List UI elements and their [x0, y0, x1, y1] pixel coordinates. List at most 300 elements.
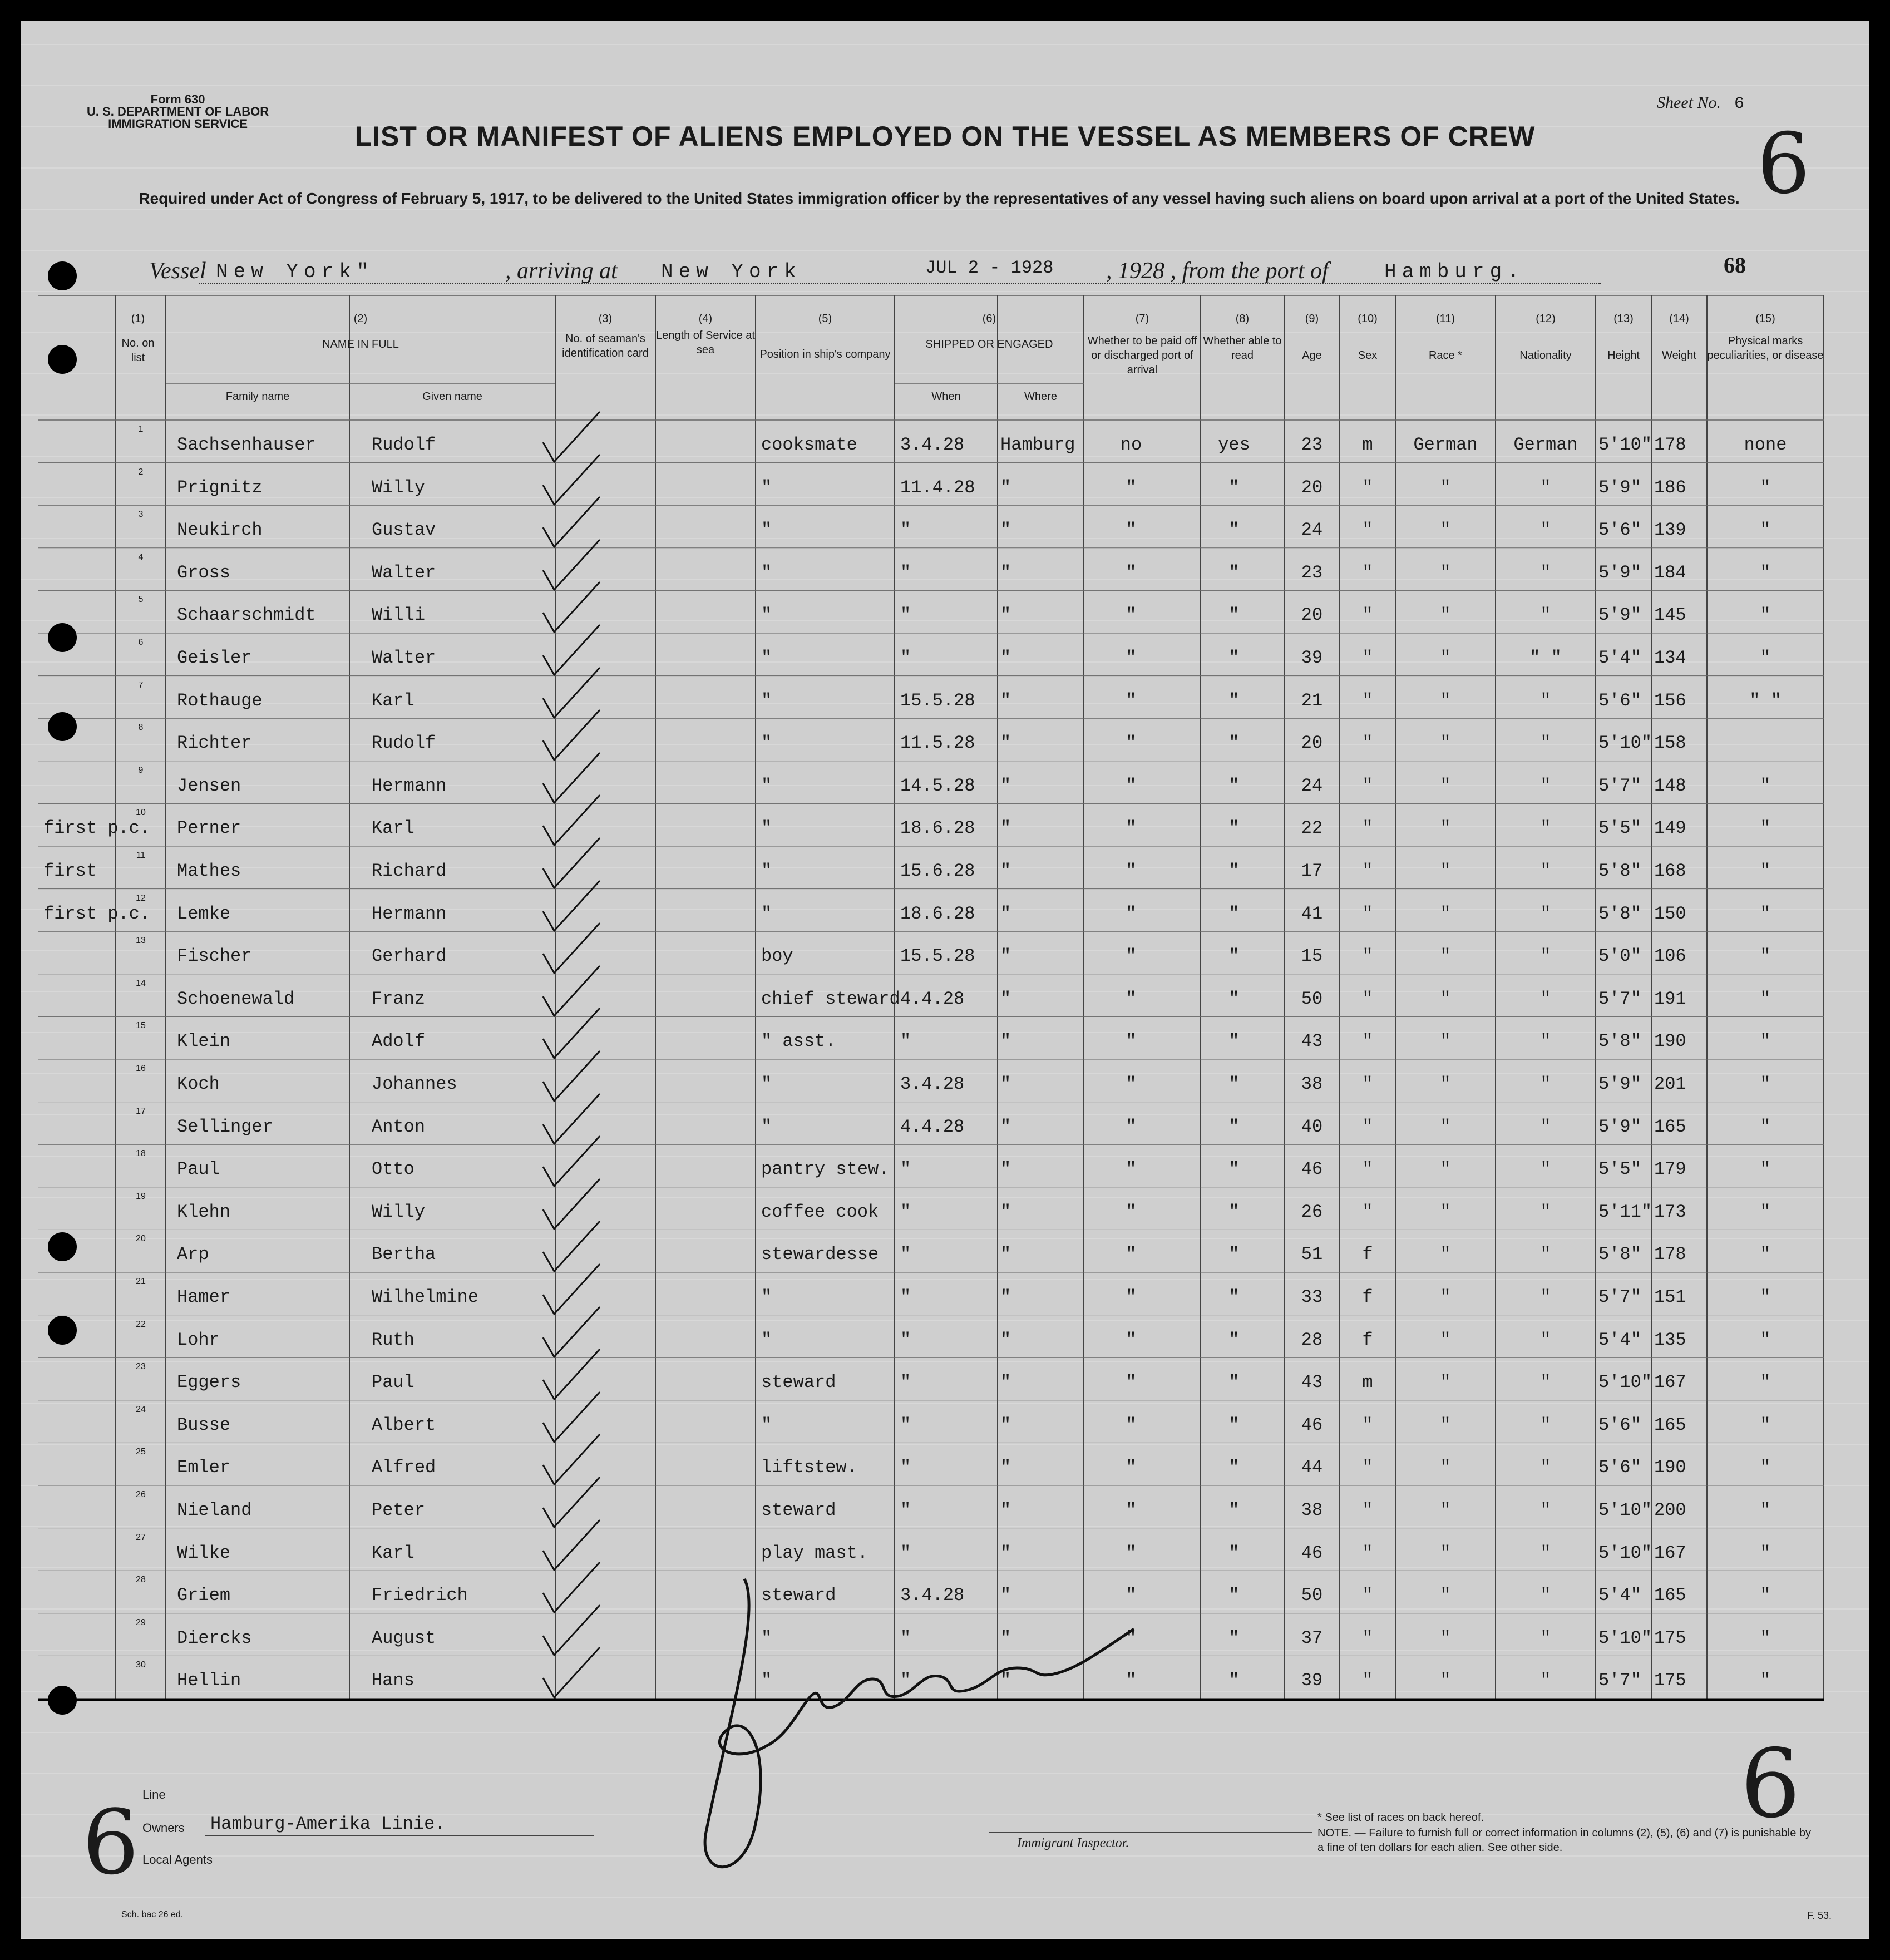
cell-where: "	[1000, 1031, 1011, 1052]
cell-nat: "	[1540, 1159, 1551, 1180]
cell-family: Diercks	[177, 1627, 252, 1648]
cell-family: Arp	[177, 1244, 209, 1265]
cell-family: Prignitz	[177, 477, 263, 498]
cell-marks: " "	[1749, 690, 1782, 711]
footer-mark-right: 6	[1740, 1729, 1801, 1839]
cell-where: "	[1000, 690, 1011, 711]
cell-sex: "	[1362, 733, 1373, 754]
cell-family: Mathes	[177, 861, 241, 881]
cell-nat: "	[1540, 988, 1551, 1009]
cell-paid: "	[1126, 1627, 1137, 1648]
cell-where: "	[1000, 1201, 1011, 1222]
cell-race: German	[1413, 435, 1478, 455]
cell-height: 5'10"	[1598, 1372, 1652, 1393]
cell-race: "	[1440, 1329, 1451, 1350]
cell-paid: "	[1126, 605, 1137, 626]
cell-marks: "	[1760, 1287, 1771, 1307]
punch-hole	[48, 1232, 77, 1261]
cell-height: 5'7"	[1598, 775, 1641, 796]
row-number: 20	[136, 1234, 146, 1244]
cell-read: "	[1228, 1074, 1240, 1094]
col-family-header: Family name	[225, 391, 290, 403]
cell-given: Albert	[372, 1414, 436, 1435]
cell-position: "	[761, 477, 772, 498]
cell-family: Eggers	[177, 1372, 241, 1393]
cell-family: Wilke	[177, 1542, 231, 1563]
cell-given: Peter	[372, 1500, 426, 1520]
cell-race: "	[1440, 1372, 1451, 1393]
row-number: 17	[136, 1106, 146, 1116]
cell-given: Karl	[372, 690, 414, 711]
col-name-header: (2) NAME IN FULL	[322, 313, 399, 350]
cell-height: 5'7"	[1598, 1670, 1641, 1691]
from-port: Hamburg.	[1384, 260, 1525, 283]
row-number: 21	[136, 1277, 146, 1286]
margin-note: first	[43, 861, 97, 881]
cell-paid: "	[1126, 1414, 1137, 1435]
cell-nat: "	[1540, 1457, 1551, 1478]
cell-nat: "	[1540, 1585, 1551, 1606]
cell-age: 22	[1301, 818, 1323, 839]
cell-given: Johannes	[372, 1074, 457, 1094]
cell-marks: "	[1760, 562, 1771, 583]
cell-height: 5'6"	[1598, 690, 1641, 711]
cell-family: Perner	[177, 818, 241, 839]
cell-weight: 156	[1654, 690, 1686, 711]
cell-family: Koch	[177, 1074, 220, 1094]
cell-where: "	[1000, 1372, 1011, 1393]
cell-weight: 148	[1654, 775, 1686, 796]
cell-height: 5'7"	[1598, 1287, 1641, 1307]
cell-when: "	[900, 605, 911, 626]
cell-where: "	[1000, 733, 1011, 754]
cell-family: Sachsenhauser	[177, 435, 316, 455]
cell-sex: "	[1362, 1585, 1373, 1606]
cell-position: liftstew.	[761, 1457, 857, 1478]
cell-where: "	[1000, 562, 1011, 583]
cell-weight: 167	[1654, 1542, 1686, 1563]
cell-paid: "	[1126, 946, 1137, 967]
cell-family: Schoenewald	[177, 988, 295, 1009]
row-number: 2	[138, 467, 144, 477]
cell-paid: "	[1126, 520, 1137, 541]
cell-where: "	[1000, 648, 1011, 668]
cell-weight: 167	[1654, 1372, 1686, 1393]
cell-read: "	[1228, 988, 1240, 1009]
cell-sex: "	[1362, 861, 1373, 881]
cell-family: Sellinger	[177, 1116, 273, 1137]
cell-family: Hamer	[177, 1287, 231, 1307]
cell-read: "	[1228, 1244, 1240, 1265]
row-number: 28	[136, 1575, 146, 1585]
margin-note: first p.c.	[43, 903, 151, 924]
owners-label: Owners	[142, 1821, 185, 1835]
cell-age: 33	[1301, 1287, 1323, 1307]
cell-nat: " "	[1529, 648, 1562, 668]
cell-when: "	[900, 520, 911, 541]
cell-paid: "	[1126, 648, 1137, 668]
cell-height: 5'8"	[1598, 903, 1641, 924]
cell-paid: "	[1126, 1287, 1137, 1307]
cell-where: "	[1000, 477, 1011, 498]
cell-given: Willi	[372, 605, 426, 626]
cell-nat: "	[1540, 1031, 1551, 1052]
cell-weight: 158	[1654, 733, 1686, 754]
cell-sex: "	[1362, 775, 1373, 796]
col-service-header: (4) Length of Service at sea	[656, 313, 755, 356]
cell-marks: "	[1760, 946, 1771, 967]
row-number: 16	[136, 1064, 146, 1073]
cell-nat: "	[1540, 690, 1551, 711]
cell-paid: "	[1126, 903, 1137, 924]
cell-age: 20	[1301, 733, 1323, 754]
cell-nat: "	[1540, 861, 1551, 881]
cell-sex: "	[1362, 1116, 1373, 1137]
cell-given: Rudolf	[372, 435, 436, 455]
cell-race: "	[1440, 775, 1451, 796]
cell-position: "	[761, 1329, 772, 1350]
cell-marks: "	[1760, 988, 1771, 1009]
cell-given: Gustav	[372, 520, 436, 541]
cell-given: Ruth	[372, 1329, 414, 1350]
cell-position: steward	[761, 1372, 836, 1393]
row-number: 8	[138, 723, 144, 733]
cell-height: 5'9"	[1598, 562, 1641, 583]
cell-sex: "	[1362, 1500, 1373, 1520]
line-label: Line	[142, 1788, 166, 1801]
cell-family: Paul	[177, 1159, 220, 1180]
cell-sex: f	[1362, 1244, 1373, 1265]
cell-paid: "	[1126, 861, 1137, 881]
cell-sex: "	[1362, 562, 1373, 583]
cell-read: "	[1228, 861, 1240, 881]
cell-paid: "	[1126, 775, 1137, 796]
cell-weight: 178	[1654, 435, 1686, 455]
cell-marks: "	[1760, 861, 1771, 881]
cell-when: 3.4.28	[900, 435, 965, 455]
cell-marks: "	[1760, 1031, 1771, 1052]
row-number: 18	[136, 1149, 146, 1159]
cell-nat: "	[1540, 946, 1551, 967]
owners-value: Hamburg-Amerika Linie.	[210, 1814, 446, 1834]
cell-sex: "	[1362, 690, 1373, 711]
cell-height: 5'4"	[1598, 1329, 1641, 1350]
cell-age: 46	[1301, 1542, 1323, 1563]
cell-age: 23	[1301, 435, 1323, 455]
cell-nat: "	[1540, 1414, 1551, 1435]
vessel-label: Vessel	[149, 258, 206, 284]
cell-marks: "	[1760, 903, 1771, 924]
col-shipped-header: (6) SHIPPED OR ENGAGED	[925, 313, 1053, 350]
punch-hole	[48, 1316, 77, 1345]
races-note: * See list of races on back hereof.	[1317, 1811, 1484, 1824]
cell-position: pantry stew.	[761, 1159, 890, 1180]
cell-height: 5'8"	[1598, 1244, 1641, 1265]
cell-when: "	[900, 1201, 911, 1222]
cell-paid: "	[1126, 1457, 1137, 1478]
cell-position: boy	[761, 946, 793, 967]
row-number: 25	[136, 1447, 146, 1457]
cell-given: Wilhelmine	[372, 1287, 479, 1307]
cell-height: 5'9"	[1598, 477, 1641, 498]
cell-height: 5'8"	[1598, 1031, 1641, 1052]
cell-given: Otto	[372, 1159, 414, 1180]
cell-read: yes	[1218, 435, 1250, 455]
cell-position: chief steward	[761, 988, 900, 1009]
cell-position: "	[761, 861, 772, 881]
cell-when: 15.5.28	[900, 946, 975, 967]
punch-hole	[48, 1686, 77, 1715]
col-race-header: (11) Race *	[1428, 313, 1463, 362]
cell-where: "	[1000, 1414, 1011, 1435]
cell-when: 3.4.28	[900, 1074, 965, 1094]
cell-race: "	[1440, 818, 1451, 839]
cell-height: 5'6"	[1598, 1457, 1641, 1478]
cell-when: 3.4.28	[900, 1585, 965, 1606]
cell-race: "	[1440, 946, 1451, 967]
cell-position: "	[761, 818, 772, 839]
cell-age: 38	[1301, 1500, 1323, 1520]
cell-when: "	[900, 1031, 911, 1052]
cell-paid: "	[1126, 1585, 1137, 1606]
cell-height: 5'10"	[1598, 733, 1652, 754]
cell-age: 17	[1301, 861, 1323, 881]
cell-race: "	[1440, 1542, 1451, 1563]
cell-given: Bertha	[372, 1244, 436, 1265]
cell-family: Hellin	[177, 1670, 241, 1691]
row-number: 6	[138, 638, 144, 647]
cell-family: Schaarschmidt	[177, 605, 316, 626]
cell-position: cooksmate	[761, 435, 857, 455]
row-number: 19	[136, 1191, 146, 1201]
cell-race: "	[1440, 1287, 1451, 1307]
row-number: 15	[136, 1021, 146, 1031]
cell-sex: "	[1362, 1201, 1373, 1222]
cell-height: 5'10"	[1598, 435, 1652, 455]
cell-nat: "	[1540, 1372, 1551, 1393]
cell-sex: m	[1362, 1372, 1373, 1393]
cell-read: "	[1228, 690, 1240, 711]
cell-marks: "	[1760, 818, 1771, 839]
cell-weight: 191	[1654, 988, 1686, 1009]
cell-when: "	[900, 1372, 911, 1393]
cell-weight: 175	[1654, 1670, 1686, 1691]
cell-marks: "	[1760, 477, 1771, 498]
cell-when: 14.5.28	[900, 775, 975, 796]
cell-marks: "	[1760, 1329, 1771, 1350]
cell-nat: "	[1540, 477, 1551, 498]
cell-age: 39	[1301, 648, 1323, 668]
cell-marks: "	[1760, 1457, 1771, 1478]
cell-when: "	[900, 1670, 911, 1691]
cell-marks: "	[1760, 1542, 1771, 1563]
cell-position: stewardesse	[761, 1244, 879, 1265]
punch-hole	[48, 345, 77, 374]
cell-sex: m	[1362, 435, 1373, 455]
cell-position: " asst.	[761, 1031, 836, 1052]
row-number: 5	[138, 595, 144, 605]
cell-nat: "	[1540, 1670, 1551, 1691]
check-mark-icon	[539, 1645, 605, 1706]
cell-read: "	[1228, 1031, 1240, 1052]
cell-marks: none	[1744, 435, 1787, 455]
cell-where: "	[1000, 1244, 1011, 1265]
cell-age: 23	[1301, 562, 1323, 583]
cell-nat: "	[1540, 775, 1551, 796]
cell-race: "	[1440, 1074, 1451, 1094]
cell-nat: "	[1540, 1201, 1551, 1222]
cell-height: 5'10"	[1598, 1500, 1652, 1520]
cell-age: 21	[1301, 690, 1323, 711]
cell-height: 5'8"	[1598, 861, 1641, 881]
cell-given: Adolf	[372, 1031, 426, 1052]
cell-age: 28	[1301, 1329, 1323, 1350]
cell-position: "	[761, 1670, 772, 1691]
cell-where: "	[1000, 1116, 1011, 1137]
cell-family: Klehn	[177, 1201, 231, 1222]
row-number: 3	[138, 510, 144, 520]
cell-where: "	[1000, 1074, 1011, 1094]
cell-position: steward	[761, 1500, 836, 1520]
cell-height: 5'4"	[1598, 648, 1641, 668]
cell-given: Franz	[372, 988, 426, 1009]
cell-weight: 175	[1654, 1627, 1686, 1648]
cell-race: "	[1440, 520, 1451, 541]
cell-sex: f	[1362, 1287, 1373, 1307]
cell-weight: 186	[1654, 477, 1686, 498]
cell-given: Hermann	[372, 903, 447, 924]
cell-when: 15.6.28	[900, 861, 975, 881]
col-height-header: (13) Height	[1607, 313, 1640, 362]
col-nationality-header: (12) Nationality	[1519, 313, 1572, 362]
cell-weight: 179	[1654, 1159, 1686, 1180]
cell-weight: 165	[1654, 1585, 1686, 1606]
cell-family: Gross	[177, 562, 231, 583]
cell-age: 43	[1301, 1031, 1323, 1052]
cell-read: "	[1228, 1542, 1240, 1563]
cell-family: Busse	[177, 1414, 231, 1435]
cell-age: 24	[1301, 775, 1323, 796]
cell-height: 5'10"	[1598, 1627, 1652, 1648]
punch-hole	[48, 623, 77, 652]
cell-height: 5'9"	[1598, 605, 1641, 626]
row-number: 13	[136, 936, 146, 946]
cell-nat: "	[1540, 903, 1551, 924]
cell-weight: 184	[1654, 562, 1686, 583]
cell-paid: "	[1126, 1159, 1137, 1180]
cell-paid: "	[1126, 1116, 1137, 1137]
cell-sex: "	[1362, 818, 1373, 839]
cell-position: "	[761, 648, 772, 668]
cell-family: Emler	[177, 1457, 231, 1478]
cell-sex: "	[1362, 477, 1373, 498]
row-number: 30	[136, 1660, 146, 1670]
cell-paid: "	[1126, 1542, 1137, 1563]
form-code: F. 53.	[1807, 1910, 1832, 1921]
cell-height: 5'6"	[1598, 1414, 1641, 1435]
cell-weight: 145	[1654, 605, 1686, 626]
cell-read: "	[1228, 946, 1240, 967]
cell-nat: German	[1513, 435, 1578, 455]
cell-age: 46	[1301, 1414, 1323, 1435]
cell-where: "	[1000, 1542, 1011, 1563]
cell-when: 4.4.28	[900, 1116, 965, 1137]
cell-age: 24	[1301, 520, 1323, 541]
cell-family: Fischer	[177, 946, 252, 967]
cell-race: "	[1440, 477, 1451, 498]
cell-read: "	[1228, 1201, 1240, 1222]
cell-given: Hans	[372, 1670, 414, 1691]
date-stamp: JUL 2 - 1928	[925, 258, 1054, 278]
cell-where: "	[1000, 1287, 1011, 1307]
cell-read: "	[1228, 1287, 1240, 1307]
inspector-line	[989, 1832, 1312, 1833]
cell-given: Karl	[372, 1542, 414, 1563]
cell-age: 40	[1301, 1116, 1323, 1137]
cell-height: 5'6"	[1598, 520, 1641, 541]
cell-race: "	[1440, 1244, 1451, 1265]
cell-when: "	[900, 1542, 911, 1563]
cell-family: Lemke	[177, 903, 231, 924]
cell-weight: 150	[1654, 903, 1686, 924]
cell-position: "	[761, 1414, 772, 1435]
cell-sex: "	[1362, 1542, 1373, 1563]
cell-given: Paul	[372, 1372, 414, 1393]
vessel-underline	[199, 283, 1601, 284]
row-number: 22	[136, 1319, 146, 1329]
cell-age: 20	[1301, 605, 1323, 626]
cell-read: "	[1228, 1670, 1240, 1691]
cell-nat: "	[1540, 818, 1551, 839]
cell-position: coffee cook	[761, 1201, 879, 1222]
col-weight-header: (14) Weight	[1662, 313, 1696, 362]
cell-position: "	[761, 903, 772, 924]
sheet-number-field	[1657, 93, 1744, 113]
arriving-port: New York	[661, 260, 802, 283]
row-number: 23	[136, 1362, 146, 1372]
schedule-code: Sch. bac 26 ed.	[121, 1910, 184, 1919]
cell-given: Willy	[372, 477, 426, 498]
cell-read: "	[1228, 1457, 1240, 1478]
cell-where: "	[1000, 1670, 1011, 1691]
cell-marks: "	[1760, 1627, 1771, 1648]
cell-when: 15.5.28	[900, 690, 975, 711]
cell-when: 11.4.28	[900, 477, 975, 498]
cell-where: Hamburg	[1000, 435, 1075, 455]
cell-marks: "	[1760, 775, 1771, 796]
cell-nat: "	[1540, 733, 1551, 754]
cell-read: "	[1228, 1159, 1240, 1180]
cell-given: Rudolf	[372, 733, 436, 754]
cell-given: Alfred	[372, 1457, 436, 1478]
cell-age: 41	[1301, 903, 1323, 924]
cell-nat: "	[1540, 1627, 1551, 1648]
cell-marks: "	[1760, 605, 1771, 626]
cell-when: "	[900, 1287, 911, 1307]
cell-marks: "	[1760, 1670, 1771, 1691]
cell-height: 5'11"	[1598, 1201, 1652, 1222]
cell-race: "	[1440, 562, 1451, 583]
cell-position: play mast.	[761, 1542, 868, 1563]
cell-given: Walter	[372, 562, 436, 583]
cell-nat: "	[1540, 1244, 1551, 1265]
cell-position: "	[761, 1627, 772, 1648]
cell-age: 50	[1301, 988, 1323, 1009]
cell-paid: "	[1126, 1500, 1137, 1520]
cell-sex: "	[1362, 648, 1373, 668]
cell-sex: "	[1362, 1457, 1373, 1478]
cell-family: Neukirch	[177, 520, 263, 541]
